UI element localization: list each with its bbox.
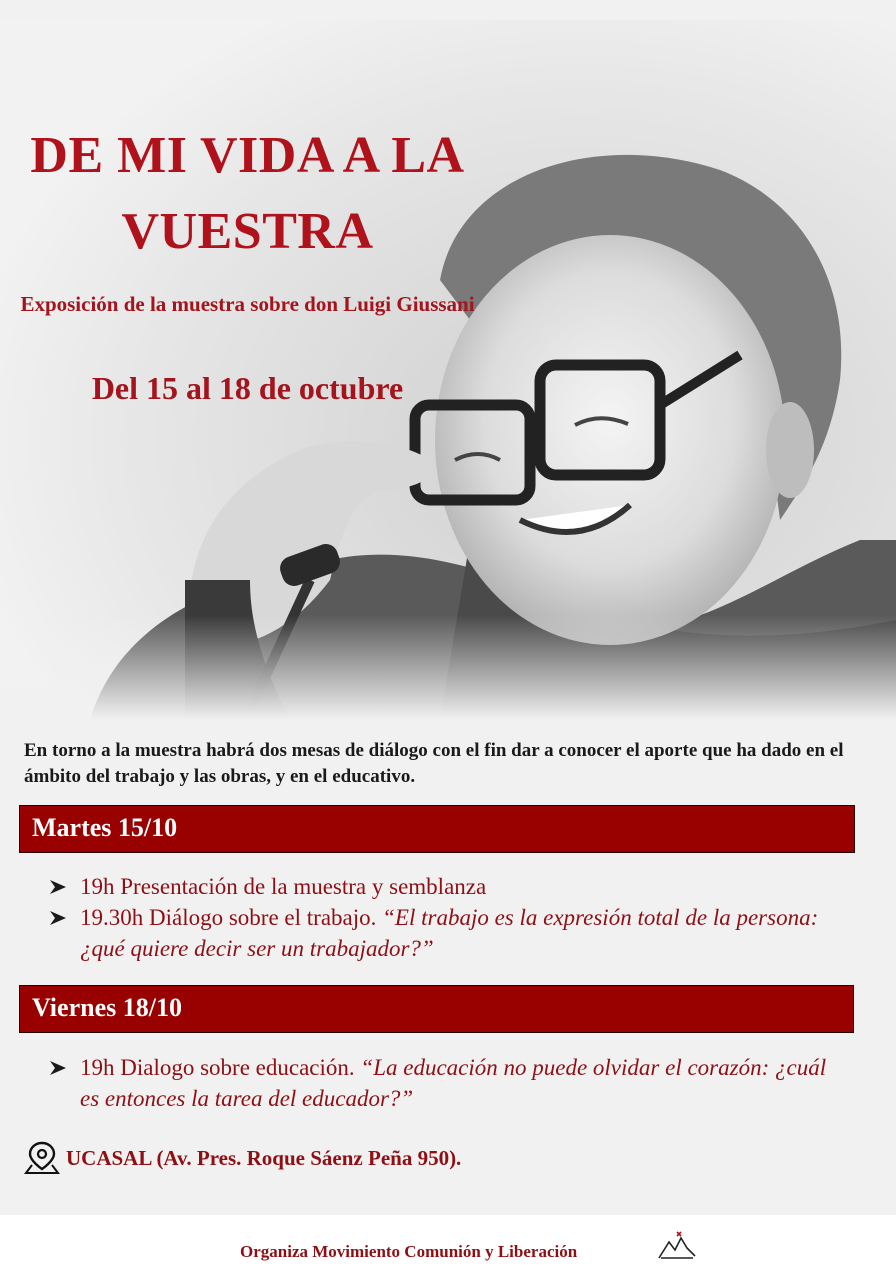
map-pin-icon bbox=[24, 1141, 60, 1175]
intro-paragraph: En torno a la muestra habrá dos mesas de diálogo con el fin dar a conocer el aporte que ha dado en el ámbito del trabajo y las obras, y en el educativo. bbox=[24, 740, 844, 787]
session-list-martes bbox=[50, 871, 850, 964]
exhibition-title: DE MI VIDA A LA VUESTRA bbox=[30, 127, 465, 260]
exhibition-subtitle: Exposición de la muestra sobre don Luigi Giussani bbox=[20, 292, 475, 316]
session-header-martes: Martes 15/10 bbox=[19, 805, 855, 853]
list-item bbox=[50, 902, 850, 964]
arrow-bullet-icon bbox=[50, 1061, 66, 1075]
list-item bbox=[50, 1052, 850, 1114]
location-text: UCASAL (Av. Pres. Roque Sáenz Peña 950). bbox=[66, 1145, 462, 1170]
item-text: 19h Dialogo sobre educación. bbox=[80, 1055, 361, 1080]
organizer-text: Organiza Movimiento Comunión y Liberación bbox=[240, 1242, 578, 1261]
session-header-viernes: Viernes 18/10 bbox=[19, 985, 854, 1033]
arrow-bullet-icon bbox=[50, 880, 66, 894]
location bbox=[24, 1140, 461, 1176]
cl-logo-icon bbox=[657, 1230, 697, 1262]
item-quote: “El trabajo es la expresión total de la persona: ¿qué quiere decir ser un trabajador?” bbox=[80, 905, 819, 961]
item-text: 19.30h Diálogo sobre el trabajo. bbox=[80, 905, 383, 930]
item-text: 19h Presentación de la muestra y semblanza bbox=[80, 874, 487, 899]
session-list-viernes bbox=[50, 1052, 850, 1114]
exhibition-dates: Del 15 al 18 de octubre bbox=[91, 370, 404, 406]
list-item bbox=[50, 871, 850, 902]
arrow-bullet-icon bbox=[50, 911, 66, 925]
item-quote: “La educación no puede olvidar el corazón: ¿cuál es entonces la tarea del educador?” bbox=[80, 1055, 827, 1111]
